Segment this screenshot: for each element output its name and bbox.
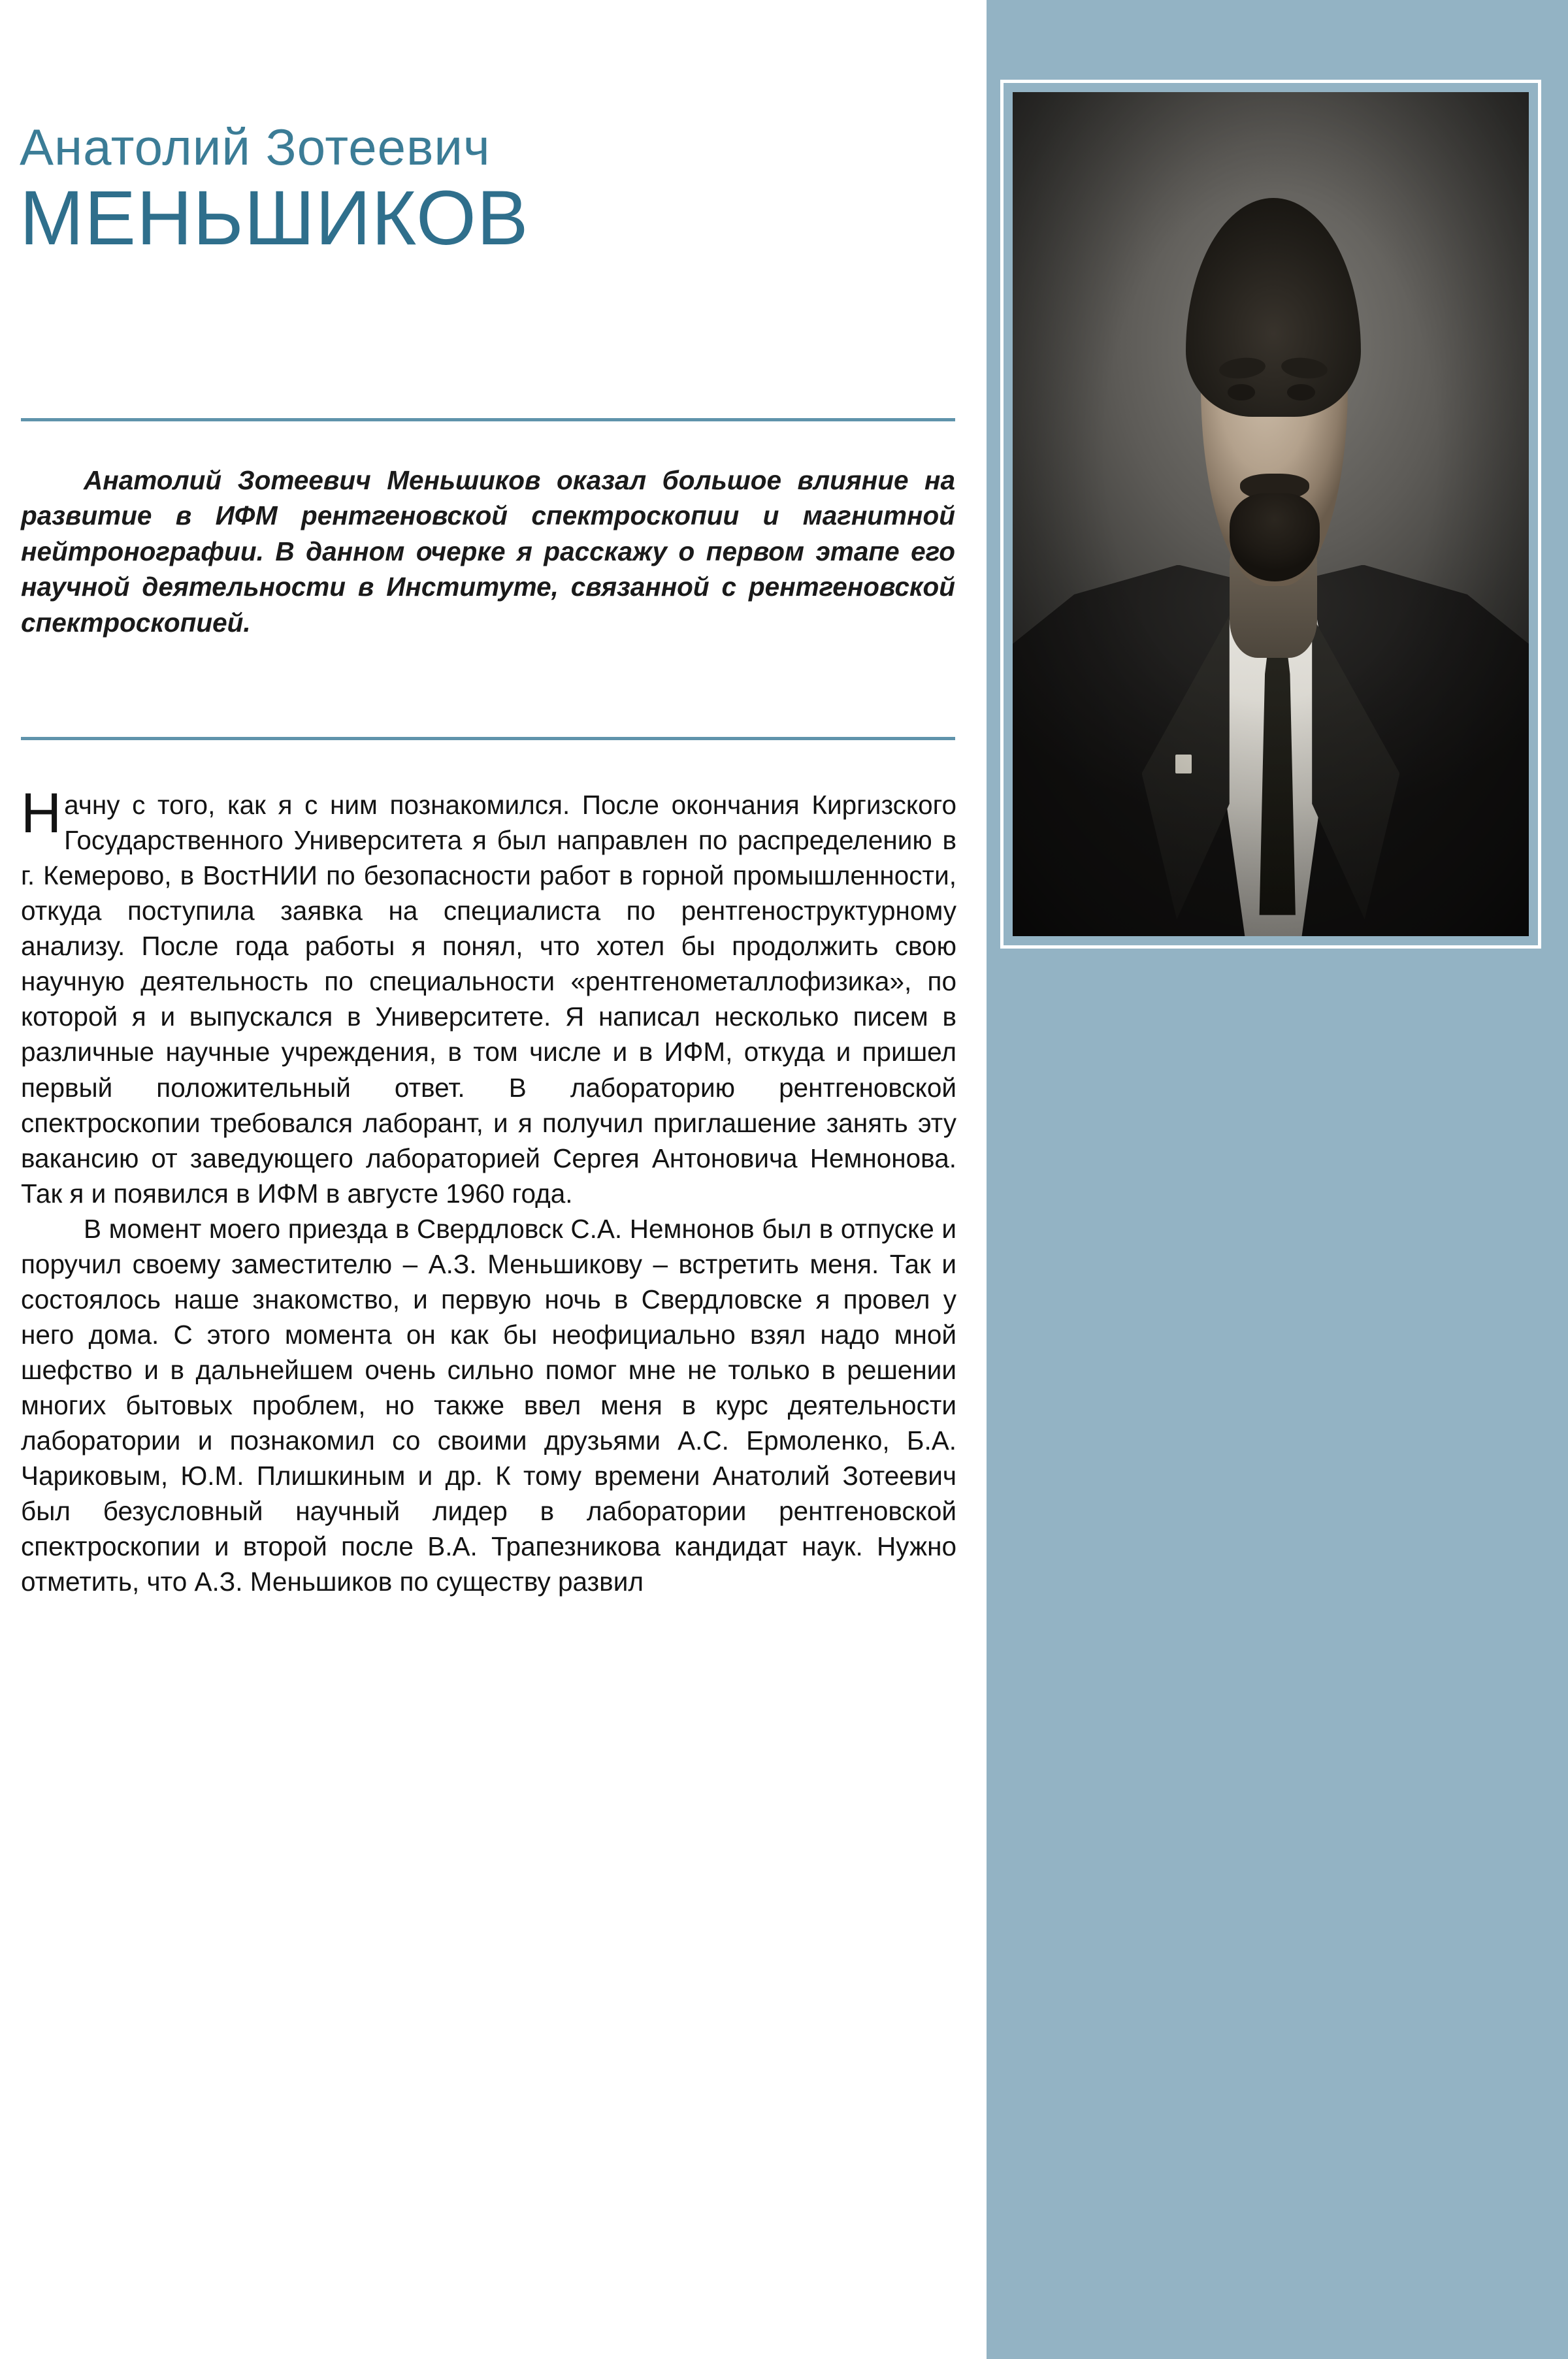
divider-top xyxy=(21,418,955,421)
portrait-photograph xyxy=(1013,92,1529,936)
body-paragraph-2: В момент моего приезда в Свердловск С.А. Немнонов был в отпуске и поручил своему заместителю – А.З. Меньшикову – встретить меня. Так и состоялось наше знакомство, и первую ночь в Свердловске я провел у него дома. С этого момента он как бы неофициально взял надо мной шефство и в дальнейшем очень сильно помог мне не только в решении многих бытовых проблем, но также ввел меня в курс деятельности лаборатории и познакомил со своими друзьями А.С. Ермоленко, Б.А. Чариковым, Ю.М. Плишкиным и др. К тому времени Анатолий Зотеевич был безусловный научный лидер в лаборатории рентгеновской спектроскопии и второй после В.А. Трапезникова кандидат наук. Нужно отметить, что А.З. Меньшиков по существу развил xyxy=(21,1213,956,1597)
drop-cap: Н xyxy=(21,782,62,845)
lede-paragraph: Анатолий Зотеевич Меньшиков оказал большое влияние на развитие в ИФМ рентгеновской спектроскопии и магнитной нейтронографии. В данном очерке я расскажу о первом этапе его научной деятельности в Институте, связанной с рентгеновской спектроскопией. xyxy=(21,465,955,638)
divider-bottom xyxy=(21,737,955,740)
body-paragraph-1 xyxy=(21,782,956,1211)
body-paragraph-1-text: ачну с того, как я с ним познакомился. После окончания Киргизского Государственного Университета я был направлен по распределению в г. Кемерово, в ВостНИИ по безопасности работ в горной промышленности, откуда поступила заявка на специалиста по рентгеноструктурному анализу. После года работы я понял, что хотел бы продолжить свою научную деятельность по специальности «рентгенометаллофизика», по которой я и выпускался в Университете. Я написал несколько писем в различные научные учреждения, в том числе и в ИФМ, откуда и пришел первый положительный ответ. В лабораторию рентгеновской спектроскопии требовался лаборант, и я получил приглашение занять эту вакансию от заведующего лабораторией Сергея Антоновича Немнонова. Так я и появился в ИФМ в августе 1960 года. xyxy=(21,790,956,1209)
title-given-names: Анатолий Зотеевич xyxy=(20,118,491,176)
body-text xyxy=(21,782,956,1599)
page-title xyxy=(20,118,954,261)
photo-vignette xyxy=(1013,92,1529,936)
title-surname: МЕНЬШИКОВ xyxy=(20,174,529,261)
portrait-photo-frame xyxy=(1000,80,1541,949)
